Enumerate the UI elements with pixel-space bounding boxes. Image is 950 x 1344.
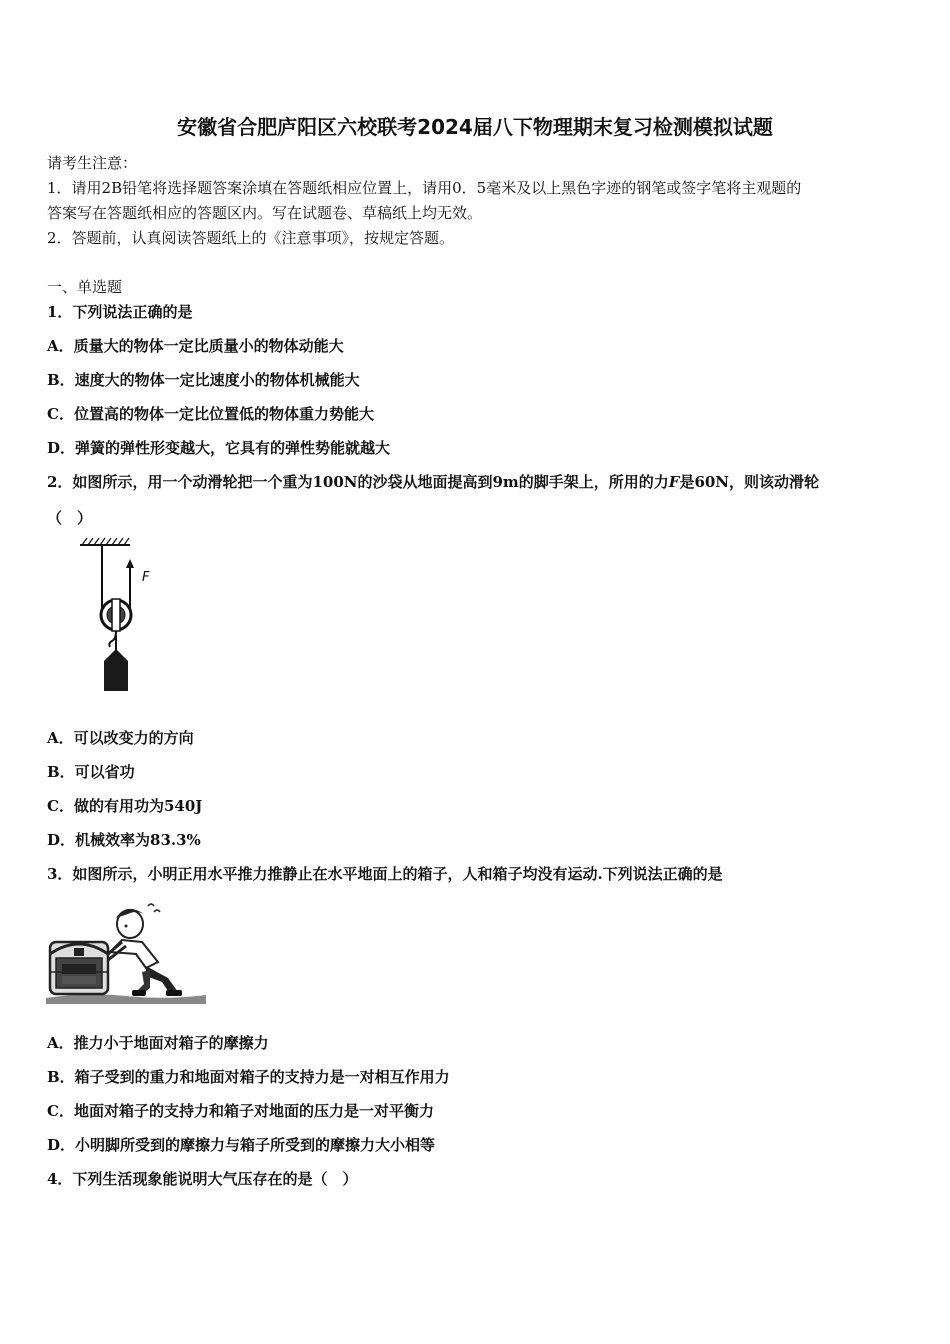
question-1-option-c: C．位置高的物体一定比位置低的物体重力势能大 — [47, 405, 374, 423]
question-2-option-d: D．机械效率为83.3% — [47, 831, 201, 849]
section-heading: 一、单选题 — [47, 278, 123, 296]
question-2-blank: （ ） — [47, 509, 93, 527]
movable-pulley-figure — [72, 535, 162, 695]
question-3-option-a: A．推力小于地面对箱子的摩擦力 — [47, 1034, 269, 1052]
page-title: 安徽省合肥庐阳区六校联考2024届八下物理期末复习检测模拟试题 — [177, 115, 773, 139]
question-1-stem: 1．下列说法正确的是 — [47, 303, 193, 321]
question-4-stem: 4．下列生活现象能说明大气压存在的是（ ） — [47, 1170, 358, 1188]
notice-heading: 请考生注意： — [47, 154, 138, 172]
question-2-stem-part-b: 是60N，则该动滑轮 — [679, 473, 820, 491]
notice-line-1b: 答案写在答题纸相应的答题区内。写在试题卷、草稿纸上均无效。 — [47, 204, 483, 222]
question-2-option-b: B．可以省功 — [47, 763, 135, 781]
force-variable: F — [668, 473, 680, 491]
question-3-option-b: B．箱子受到的重力和地面对箱子的支持力是一对相互作用力 — [47, 1068, 450, 1086]
boy-pushing-box-figure — [46, 898, 208, 1004]
question-2-stem-part-a: 2．如图所示，用一个动滑轮把一个重为100N的沙袋从地面提高到9m的脚手架上，所用的力 — [47, 473, 669, 491]
question-3-stem: 3．如图所示，小明正用水平推力推静止在水平地面上的箱子，人和箱子均没有运动.下列说法正确的是 — [47, 865, 723, 883]
question-2-stem — [47, 471, 819, 492]
question-2-option-a: A．可以改变力的方向 — [47, 729, 194, 747]
question-2-option-c: C．做的有用功为540J — [47, 797, 203, 815]
question-1-option-a: A．质量大的物体一定比质量小的物体动能大 — [47, 337, 344, 355]
question-3-option-d: D．小明脚所受到的摩擦力与箱子所受到的摩擦力大小相等 — [47, 1136, 436, 1154]
force-label: F — [142, 570, 150, 585]
notice-line-1a: 1．请用2B铅笔将选择题答案涂填在答题纸相应位置上，请用0．5毫米及以上黑色字迹的钢笔或签字笔将主观题的 — [47, 179, 802, 197]
question-1-option-b: B．速度大的物体一定比速度小的物体机械能大 — [47, 371, 360, 389]
notice-line-2: 2．答题前，认真阅读答题纸上的《注意事项》，按规定答题。 — [47, 229, 455, 247]
question-1-option-d: D．弹簧的弹性形变越大，它具有的弹性势能就越大 — [47, 439, 391, 457]
question-3-option-c: C．地面对箱子的支持力和箱子对地面的压力是一对平衡力 — [47, 1102, 434, 1120]
